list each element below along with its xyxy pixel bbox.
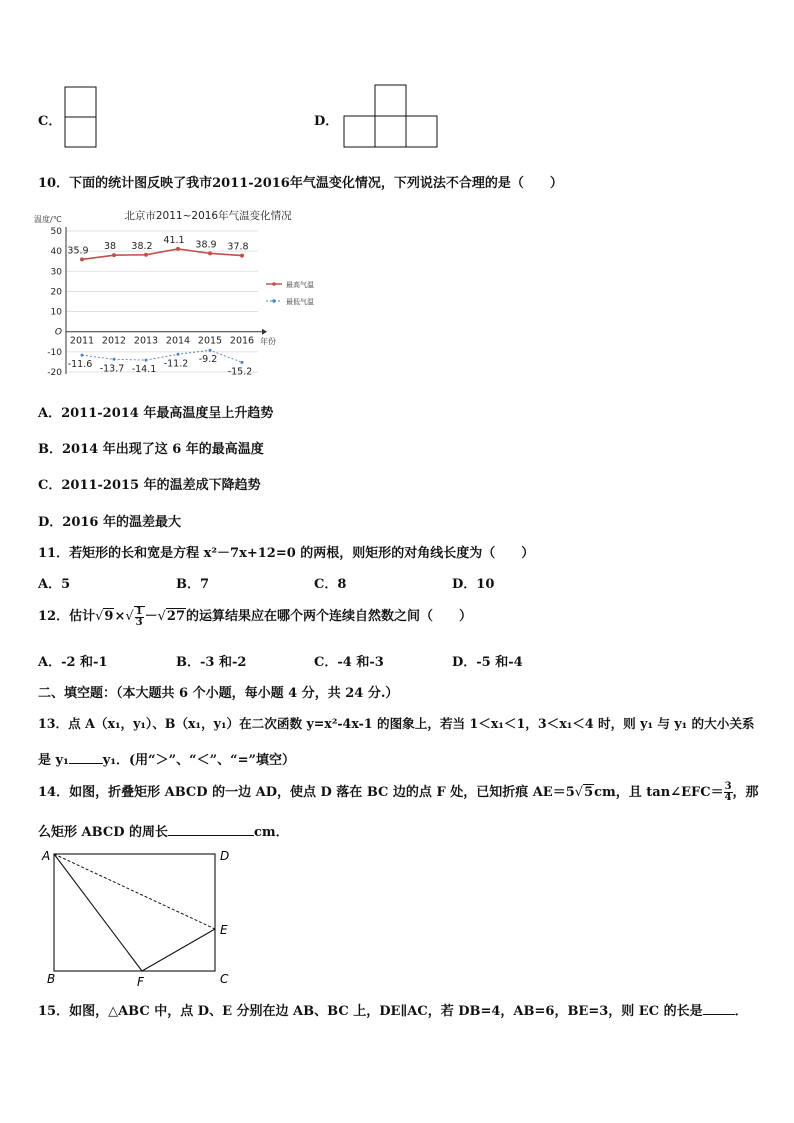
chart-title: 北京市2011~2016年气温变化情况	[124, 210, 292, 222]
data-label: 37.8	[227, 241, 249, 253]
point-f-label: F	[137, 975, 144, 989]
denominator: 4	[724, 792, 732, 803]
answer-blank	[168, 823, 254, 836]
data-point	[112, 253, 116, 257]
legend-label: 最低气温	[286, 298, 314, 306]
minus-sign: －	[144, 609, 158, 624]
q12-option-b: B．-3 和-2	[176, 655, 247, 670]
q14-part-3: ，那	[732, 785, 759, 800]
x-tick-label: 2012	[101, 335, 127, 347]
sqrt-icon: √	[125, 609, 134, 624]
data-label: -11.6	[67, 359, 93, 371]
q13-line-1: 13．点 A（x₁，y₁）、B（x₁，y₁）在二次函数 y=x²-4x-1 的图象上，若当 1＜x₁＜1，3＜x₁＜4 时，则 y₁ 与 y₁ 的大小关系	[38, 716, 755, 731]
q14-line-2a: 么矩形 ABCD 的周长	[38, 825, 168, 840]
fold-line-ae	[54, 854, 215, 929]
data-label: -9.2	[198, 354, 218, 366]
q15-end: ．	[734, 1004, 748, 1019]
option-d-figure	[343, 84, 441, 150]
y-tick-label: 40	[50, 247, 62, 258]
square-bottom	[65, 117, 96, 147]
data-point	[81, 354, 84, 357]
x-tick-label: 2014	[165, 335, 191, 347]
q14-line-2b: cm．	[254, 825, 289, 840]
legend-marker	[272, 299, 276, 303]
square-top	[375, 85, 406, 116]
data-point	[113, 358, 116, 361]
q10-option-c: C．2011-2015 年的温差成下降趋势	[38, 478, 261, 493]
data-point	[177, 353, 180, 356]
q11-stem: 11．若矩形的长和宽是方程 x²－7x+12=0 的两根，则矩形的对角线长度为（ ）	[38, 546, 535, 561]
q11-option-d: D．10	[452, 577, 495, 592]
data-point	[176, 247, 180, 251]
y-tick-label: -20	[47, 368, 62, 378]
answer-blank	[703, 1002, 735, 1015]
q12-option-c: C．-4 和-3	[314, 655, 384, 670]
legend-label: 最高气温	[286, 281, 314, 289]
point-c-label: C	[220, 972, 229, 986]
q12-option-d: D．-5 和-4	[452, 655, 523, 670]
data-label: 38.9	[195, 239, 217, 251]
numerator: 1	[135, 605, 143, 617]
q14-line-1	[38, 780, 759, 806]
x-tick-labels	[70, 336, 254, 347]
q14-part-2: cm，且 tan∠EFC＝	[594, 785, 724, 800]
square-top	[65, 87, 96, 117]
q14-rectangle-figure	[38, 845, 228, 989]
q10-option-d: D．2016 年的温差最大	[38, 515, 181, 530]
segment-af	[54, 854, 142, 971]
option-c-label: C．	[38, 114, 62, 129]
y-tick-labels	[47, 227, 62, 378]
q12-option-a: A．-2 和-1	[38, 655, 108, 670]
data-label: 38.2	[131, 240, 153, 252]
q11-option-a: A．5	[38, 577, 71, 592]
segment-fe	[142, 929, 215, 971]
data-point	[80, 257, 84, 261]
sqrt-icon: √	[157, 609, 166, 624]
data-label: 41.1	[163, 234, 185, 246]
y-tick-label: 30	[50, 267, 62, 278]
y-tick-label: -10	[47, 347, 62, 358]
q13-line-2a: 是 y₁	[38, 753, 69, 768]
point-b-label: B	[47, 972, 56, 986]
square-left	[344, 116, 375, 147]
answer-blank	[69, 751, 103, 764]
sqrt-icon: √	[95, 609, 104, 624]
q11-option-b: B．7	[176, 577, 210, 592]
q10-stem: 10．下面的统计图反映了我市2011-2016年气温变化情况，下列说法不合理的是（ ）	[38, 176, 563, 191]
square-middle	[375, 116, 406, 147]
point-a-label: A	[42, 849, 51, 863]
data-label: 35.9	[67, 245, 89, 257]
q14-line-2	[38, 821, 289, 840]
q13-line-2	[38, 749, 295, 768]
data-point	[240, 254, 244, 258]
x-tick-label: 2013	[133, 335, 159, 347]
data-point	[208, 251, 212, 255]
denominator: 3	[135, 616, 143, 628]
legend	[266, 280, 314, 306]
point-e-label: E	[220, 923, 228, 937]
data-point	[145, 359, 148, 362]
y-tick-label: 20	[50, 287, 62, 298]
q14-fraction	[724, 782, 733, 803]
q12-fraction	[134, 606, 145, 628]
data-point	[144, 253, 148, 257]
option-c-figure	[64, 86, 98, 150]
rectangle-abcd	[54, 854, 215, 971]
q14-part-1: 14．如图，折叠矩形 ABCD 的一边 AD，使点 D 落在 BC 边的点 F 处，已知折痕 AE＝5	[38, 785, 575, 800]
point-d-label: D	[220, 849, 230, 863]
legend-marker	[272, 282, 276, 286]
x-axis-label: 年份	[260, 337, 276, 346]
data-label: -14.1	[131, 364, 157, 376]
data-point	[209, 349, 212, 352]
y-tick-label: 50	[50, 227, 62, 237]
data-label: -15.2	[227, 366, 253, 378]
option-d-label: D．	[314, 114, 339, 129]
q14-radicand: 5	[584, 785, 594, 800]
temperature-chart	[30, 204, 340, 380]
q15-text: 15．如图，△ABC 中，点 D、E 分别在边 AB、BC 上，DE∥AC，若 DB=4，AB=6，BE=3，则 EC 的长是	[38, 1004, 703, 1019]
x-tick-label: 2015	[197, 335, 223, 347]
data-label: -11.2	[163, 358, 189, 370]
data-label: 38	[103, 241, 117, 253]
section-heading: 二、填空题：（本大题共 6 个小题，每小题 4 分，共 24 分.）	[38, 686, 399, 701]
q12-radicand-2: 27	[166, 609, 186, 624]
data-label: -13.7	[99, 363, 125, 375]
data-point	[241, 361, 244, 364]
numerator: 3	[724, 781, 732, 792]
q10-option-a: A．2011-2014 年最高温度呈上升趋势	[38, 406, 274, 421]
y-axis-label: 温度/℃	[34, 215, 62, 224]
series	[67, 234, 255, 378]
q12-radicand-1: 9	[104, 609, 114, 624]
q15-stem	[38, 1000, 748, 1019]
q11-option-c: C．8	[314, 577, 347, 592]
q10-option-b: B．2014 年出现了这 6 年的最高温度	[38, 442, 264, 457]
sqrt-icon: √	[574, 785, 584, 800]
q12-prefix: 12．估计	[38, 609, 96, 624]
q12-suffix: 的运算结果应在哪个两个连续自然数之间（ ）	[186, 609, 473, 624]
q12-stem	[38, 604, 472, 630]
x-axis-arrow	[262, 329, 267, 335]
q13-line-2b: y₁．(用“＞”、“＜”、“=”填空）	[102, 753, 295, 768]
x-tick-label: 2016	[229, 335, 255, 347]
y-tick-label: 10	[50, 307, 62, 318]
x-tick-label: 2011	[69, 335, 95, 347]
times-sign: ×	[114, 609, 126, 624]
y-tick-label: O	[54, 327, 62, 338]
square-right	[406, 116, 437, 147]
